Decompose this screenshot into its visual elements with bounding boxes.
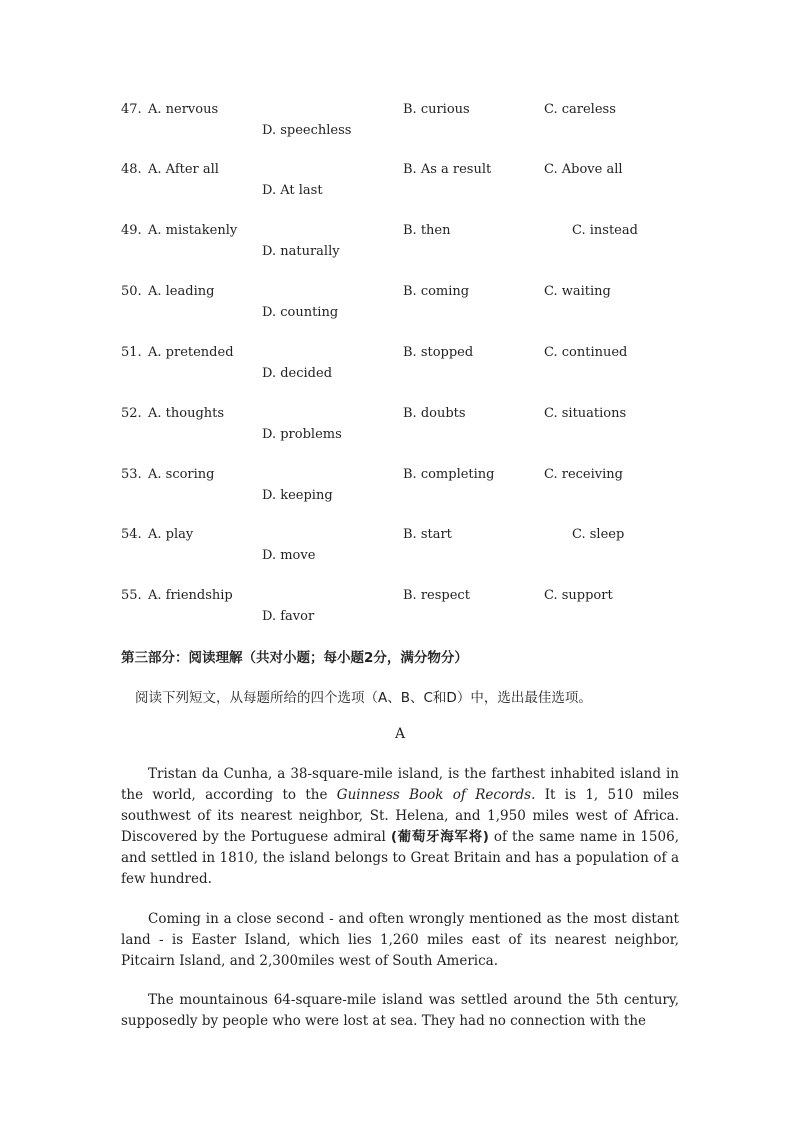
- option-b: B. doubts: [403, 406, 466, 421]
- question-number: 47.: [121, 102, 142, 117]
- question-47: [121, 102, 681, 146]
- option-d: D. keeping: [262, 488, 333, 503]
- paragraph-text: Tristan da Cunha, a 38-square-mile island, is the farthest inhabited island in the world, according to the: [121, 766, 679, 803]
- option-d: D. naturally: [262, 244, 340, 259]
- option-a: A. After all: [148, 162, 219, 177]
- option-d: D. speechless: [262, 123, 352, 138]
- book-title: Guinness Book of Records: [336, 787, 532, 803]
- section-heading: 第三部分：阅读理解（共对小题；每小题2分，满分物分）: [121, 650, 468, 666]
- question-53: [121, 467, 681, 511]
- option-c: C. sleep: [572, 527, 625, 542]
- paragraph-text: . It is 1, 510 miles southwest of its nearest neighbor, St. Helena, and 1,950 miles west of Africa. Discovered by the Portuguese admiral: [121, 787, 679, 845]
- option-d: D. decided: [262, 366, 333, 381]
- chinese-gloss: (葡萄牙海军将): [390, 829, 489, 845]
- option-a: A. scoring: [148, 467, 215, 482]
- option-b: B. start: [403, 527, 452, 542]
- option-c: C. continued: [544, 345, 628, 360]
- paragraph-text: The mountainous 64-square-mile island was settled around the 5th century, supposedly by people who were lost at sea. They had no connection with the: [121, 992, 679, 1029]
- option-a: A. leading: [148, 284, 215, 299]
- question-51: [121, 345, 681, 389]
- option-d: D. counting: [262, 305, 339, 320]
- question-55: [121, 588, 681, 632]
- option-a: A. friendship: [148, 588, 233, 603]
- paragraph-text: Coming in a close second - and often wrongly mentioned as the most distant land - is Easter Island, which lies 1,260 miles east of its nearest neighbor, Pitcairn Island, and 2,300miles west of South America.: [121, 911, 679, 969]
- question-49: [121, 223, 681, 267]
- question-number: 53.: [121, 467, 142, 482]
- passage-paragraph-2: [121, 909, 679, 972]
- option-a: A. nervous: [148, 102, 219, 117]
- question-48: [121, 162, 681, 206]
- question-number: 55.: [121, 588, 142, 603]
- option-b: B. respect: [403, 588, 470, 603]
- option-b: B. curious: [403, 102, 470, 117]
- question-number: 49.: [121, 223, 142, 238]
- passage-paragraph-3: [121, 990, 679, 1032]
- question-number: 51.: [121, 345, 142, 360]
- question-number: 52.: [121, 406, 142, 421]
- option-b: B. As a result: [403, 162, 492, 177]
- option-a: A. play: [148, 527, 194, 542]
- option-b: B. completing: [403, 467, 495, 482]
- option-c: C. situations: [544, 406, 627, 421]
- option-c: C. waiting: [544, 284, 611, 299]
- question-50: [121, 284, 681, 328]
- option-d: D. At last: [262, 183, 323, 198]
- option-a: A. mistakenly: [148, 223, 238, 238]
- option-b: B. then: [403, 223, 451, 238]
- option-c: C. instead: [572, 223, 638, 238]
- option-b: B. stopped: [403, 345, 474, 360]
- option-c: C. careless: [544, 102, 616, 117]
- question-number: 48.: [121, 162, 142, 177]
- passage-label: A: [394, 726, 406, 742]
- option-a: A. thoughts: [148, 406, 225, 421]
- option-c: C. support: [544, 588, 613, 603]
- option-d: D. move: [262, 548, 316, 563]
- section-instruction: 阅读下列短文，从每题所给的四个选项（A、B、C和D）中，选出最佳选项。: [135, 690, 592, 706]
- question-number: 54.: [121, 527, 142, 542]
- option-a: A. pretended: [148, 345, 234, 360]
- option-c: C. receiving: [544, 467, 623, 482]
- option-d: D. problems: [262, 427, 342, 442]
- paragraph-text: of the same name in 1506, and settled in 1810, the island belongs to Great Britain and has a population of a few hundred.: [121, 829, 679, 887]
- option-c: C. Above all: [544, 162, 623, 177]
- option-b: B. coming: [403, 284, 470, 299]
- question-number: 50.: [121, 284, 142, 299]
- passage-paragraph-1: [121, 764, 679, 890]
- question-54: [121, 527, 681, 571]
- question-52: [121, 406, 681, 450]
- option-d: D. favor: [262, 609, 315, 624]
